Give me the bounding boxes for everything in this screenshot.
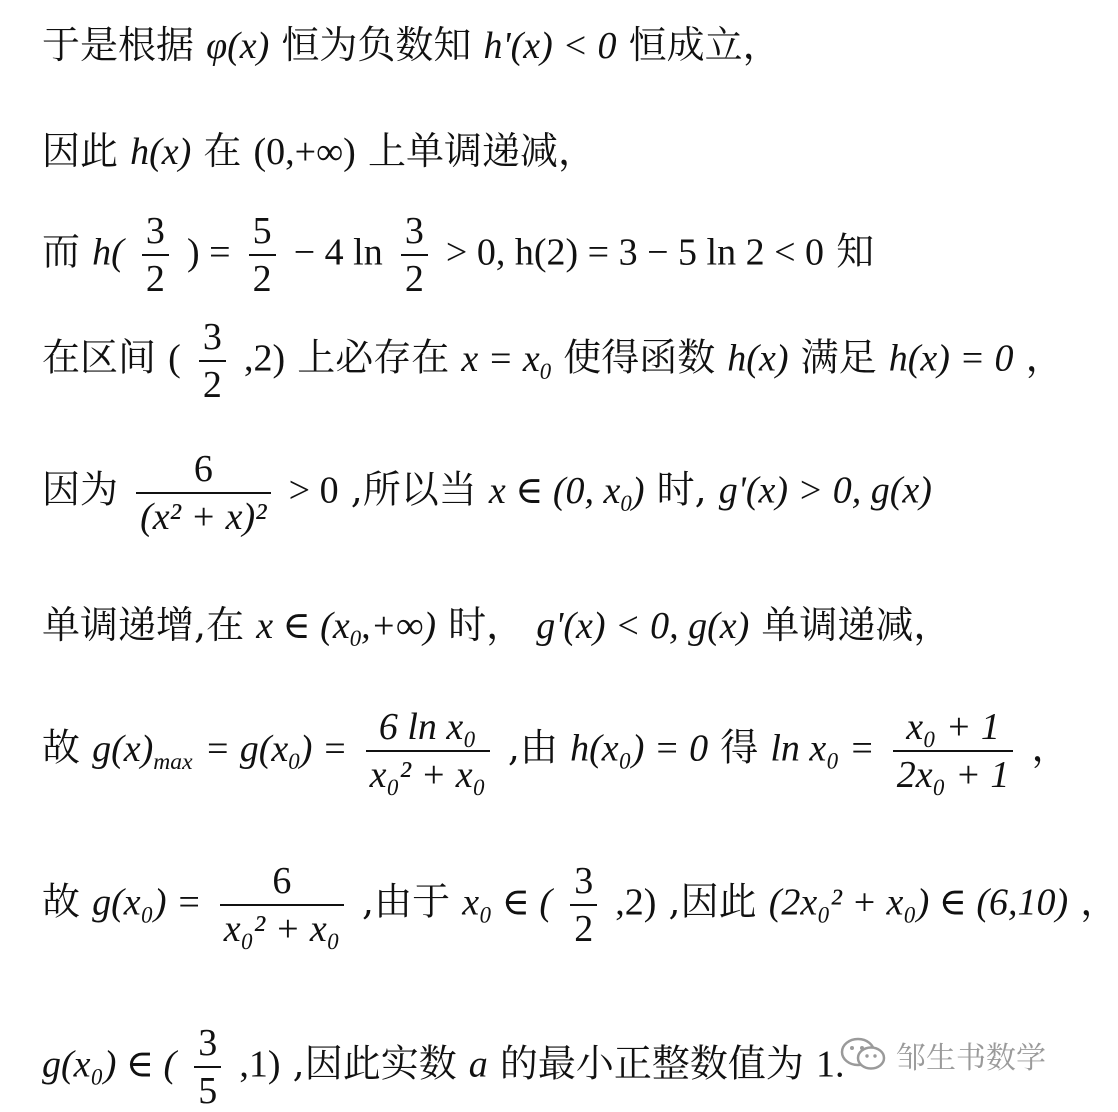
- text: 得: [720, 725, 759, 770]
- denominator: (x² + x)²: [136, 492, 270, 536]
- text: 上必存在: [297, 335, 450, 380]
- math: h(: [92, 231, 124, 274]
- numerator: 6 ln x₀: [378, 706, 477, 748]
- fraction: [142, 212, 169, 298]
- numerator: 3: [202, 316, 222, 358]
- numerator: 6: [193, 448, 213, 490]
- fraction: [893, 708, 1014, 794]
- text: ，: [1080, 879, 1118, 924]
- line-5: [42, 450, 932, 536]
- line-2: [42, 129, 596, 173]
- fraction: [199, 318, 226, 404]
- text: 在: [203, 129, 242, 173]
- numerator: 3: [145, 210, 165, 252]
- wechat-icon: [840, 1036, 886, 1074]
- text: ，: [1031, 725, 1070, 770]
- math: (0,+∞): [253, 131, 356, 173]
- subscript: 0: [288, 748, 300, 774]
- math-part: ,+∞): [361, 605, 436, 647]
- math: ln x₀ =: [770, 727, 875, 770]
- math-part: x ∈ (0, x: [488, 469, 621, 512]
- text: ,由于: [362, 879, 451, 924]
- fraction: [220, 862, 344, 948]
- text: 上单调递减，: [367, 129, 596, 173]
- math: h(x): [727, 337, 789, 380]
- line-1: [42, 23, 781, 67]
- numerator: 6: [272, 860, 292, 902]
- text: 而: [42, 229, 81, 274]
- math: (2x₀² + x₀) ∈ (6,10): [768, 881, 1069, 924]
- text: 恒为负数知: [281, 23, 472, 67]
- math: ,2): [243, 337, 286, 380]
- denominator: x₀² + x₀: [366, 750, 490, 794]
- denominator: 2: [142, 254, 169, 298]
- text: 故: [42, 879, 81, 924]
- math: [204, 727, 348, 774]
- text: 在区间: [42, 335, 157, 380]
- fraction: [136, 450, 270, 536]
- watermark-text: 邹生书数学: [896, 1041, 1046, 1076]
- text: 故: [42, 725, 81, 770]
- math: φ(x): [206, 25, 270, 67]
- text: ,所以当: [350, 467, 477, 512]
- line-9: [42, 1024, 845, 1110]
- text: ,因此实数: [292, 1041, 457, 1086]
- denominator: x₀² + x₀: [220, 904, 344, 948]
- math: g(x₀) =: [92, 881, 202, 924]
- math-part: ) =: [299, 727, 348, 770]
- line-7: [42, 708, 1070, 794]
- denominator: 2: [570, 904, 597, 948]
- text: 因此: [42, 129, 119, 173]
- subscript: 0: [539, 358, 552, 384]
- math: (: [168, 337, 181, 380]
- text: 于是根据: [42, 23, 195, 67]
- text: 单调递减，: [761, 603, 952, 647]
- text: 使得函数: [563, 335, 716, 380]
- math: g(x₀) ∈ (: [42, 1043, 177, 1086]
- text: 知: [836, 229, 875, 274]
- math: 1.: [816, 1043, 845, 1086]
- math: [461, 337, 552, 384]
- text: 因为: [42, 467, 119, 512]
- denominator: 5: [194, 1066, 221, 1110]
- math: [92, 727, 193, 775]
- text: ,因此: [668, 879, 757, 924]
- numerator: 3: [404, 210, 424, 252]
- math: g'(x) < 0, g(x): [536, 605, 750, 647]
- fraction: [401, 212, 428, 298]
- math: ,1): [239, 1043, 281, 1086]
- math-part: x = x: [461, 337, 540, 380]
- math: ) =: [186, 231, 231, 274]
- fraction: [249, 212, 276, 298]
- math: [256, 605, 436, 651]
- fraction: [194, 1024, 221, 1110]
- math: ,2): [615, 881, 657, 924]
- text: ,由: [507, 725, 558, 770]
- math: h(x) = 0: [888, 337, 1014, 380]
- denominator: 2: [249, 254, 276, 298]
- line-4: [42, 318, 1064, 404]
- math-part: ): [631, 469, 645, 512]
- subscript: 0: [349, 625, 362, 651]
- subscript: max: [153, 748, 193, 775]
- line-6: [42, 603, 952, 651]
- subscript: 0: [620, 490, 632, 516]
- math: g'(x) > 0, g(x): [718, 469, 932, 512]
- math: > 0, h(2) = 3 − 5 ln 2 < 0: [445, 231, 825, 274]
- math: [488, 469, 645, 516]
- line-3: [42, 212, 874, 298]
- text: 单调递增,在: [42, 603, 245, 647]
- denominator: 2x₀ + 1: [893, 750, 1014, 794]
- numerator: x₀ + 1: [906, 706, 1000, 748]
- watermark: [840, 1033, 1046, 1077]
- text: 满足: [800, 335, 877, 380]
- math: h(x₀) = 0: [570, 727, 709, 770]
- math-part: x ∈ (x: [256, 605, 350, 647]
- numerator: 5: [252, 210, 272, 252]
- math: h'(x) < 0: [483, 25, 617, 67]
- line-8: [42, 862, 1118, 948]
- math: − 4 ln: [293, 231, 383, 274]
- numerator: 3: [198, 1022, 218, 1064]
- text: 恒成立，: [628, 23, 781, 67]
- math: h(x): [130, 131, 192, 173]
- text: 的最小正整数值为: [499, 1041, 804, 1086]
- fraction: [570, 862, 597, 948]
- text: ，: [1025, 335, 1064, 380]
- math: x₀ ∈ (: [462, 881, 553, 924]
- text: 时，: [448, 603, 525, 647]
- numerator: 3: [574, 860, 594, 902]
- math-part: g(x): [92, 727, 154, 770]
- fraction: [366, 708, 490, 794]
- denominator: 2: [401, 254, 428, 298]
- text: 时,: [656, 467, 707, 512]
- math: a: [468, 1043, 488, 1086]
- math-part: = g(x: [204, 727, 289, 770]
- denominator: 2: [199, 360, 226, 404]
- math: > 0: [288, 469, 339, 512]
